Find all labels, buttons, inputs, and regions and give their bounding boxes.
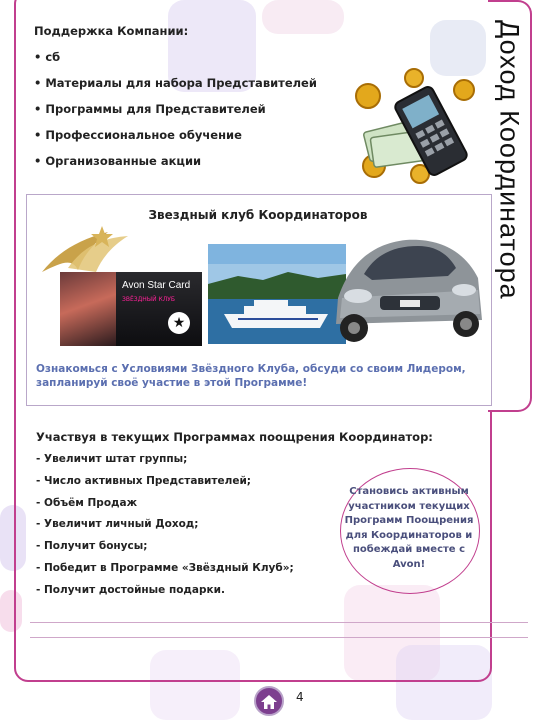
- side-title: Доход Координатора: [494, 20, 525, 300]
- list-item: • Программы для Представителей: [34, 102, 266, 116]
- list-item: - Получит бонусы;: [36, 540, 148, 553]
- card-photo: [60, 272, 116, 346]
- list-item: • сб: [34, 50, 61, 64]
- avon-star-card: [60, 272, 202, 346]
- list-item: - Увеличит личный Доход;: [36, 518, 199, 531]
- programs-title: Участвуя в текущих Программах поощрения Координатор:: [36, 430, 433, 444]
- home-icon[interactable]: [254, 686, 284, 716]
- programs-list: [36, 452, 294, 605]
- card-sublabel: ЗВЁЗДНЫЙ КЛУБ: [122, 296, 176, 303]
- star-club-title: Звездный клуб Координаторов: [148, 208, 368, 222]
- divider: [30, 637, 528, 638]
- car-photo: [328, 228, 486, 348]
- cta-text: Становись активным участником текущих Программ Поощрения для Координаторов и побеждай вместе с Avon!: [344, 486, 474, 570]
- page-number: 4: [296, 690, 304, 704]
- money-phone-clipart: [352, 68, 482, 186]
- list-item: • Профессиональное обучение: [34, 128, 242, 142]
- list-item: - Объём Продаж: [36, 496, 138, 509]
- divider: [30, 622, 528, 623]
- list-item: - Увеличит штат группы;: [36, 453, 188, 465]
- star-icon: ★: [168, 312, 190, 334]
- cruise-ship-photo: [208, 244, 346, 344]
- list-item: • Материалы для набора Представителей: [34, 76, 317, 90]
- list-item: - Число активных Представителей;: [36, 474, 251, 487]
- list-item: • Организованные акции: [34, 154, 202, 168]
- star-club-note: Ознакомься с Условиями Звёздного Клуба, обсуди со своим Лидером, запланируй своё участие в этой Программе!: [36, 363, 466, 389]
- card-label: Avon Star Card: [122, 280, 191, 291]
- support-list: [34, 48, 317, 178]
- list-item: - Победит в Программе «Звёздный Клуб»;: [36, 561, 294, 574]
- support-title: Поддержка Компании:: [34, 24, 189, 38]
- list-item: - Получит достойные подарки.: [36, 583, 225, 596]
